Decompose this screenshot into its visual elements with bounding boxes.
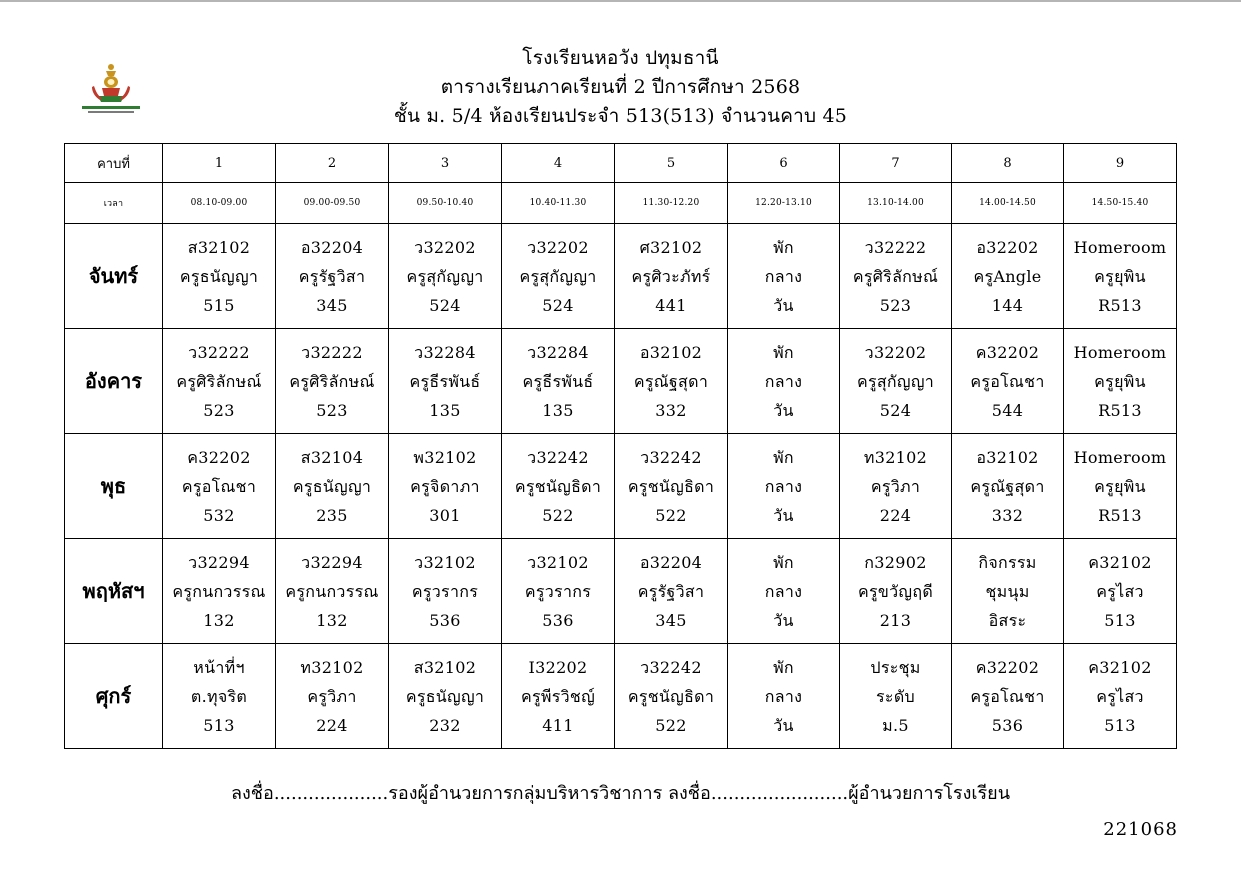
teacher-name: ครูรัฐวิสา bbox=[298, 266, 366, 286]
schedule-cell bbox=[163, 434, 276, 539]
schedule-cell bbox=[840, 644, 952, 749]
cell-content bbox=[1064, 653, 1176, 740]
room-number: 524 bbox=[879, 400, 912, 420]
top-border-line bbox=[0, 0, 1241, 2]
day-row bbox=[65, 224, 1177, 329]
schedule-cell bbox=[1064, 539, 1177, 644]
schedule-cell bbox=[502, 644, 615, 749]
teacher-name: ครูวรากร bbox=[524, 581, 592, 601]
cell-content bbox=[389, 338, 501, 425]
teacher-name: ครูศิริลักษณ์ bbox=[176, 371, 262, 391]
schedule-cell bbox=[728, 224, 840, 329]
room-number: 532 bbox=[203, 505, 235, 525]
timetable bbox=[64, 143, 1177, 749]
cell-content bbox=[163, 443, 275, 530]
teacher-name: ครูชนัญธิดา bbox=[627, 686, 715, 706]
subject-code: ค32102 bbox=[1088, 657, 1152, 677]
cell-content bbox=[840, 548, 951, 635]
room-number: 144 bbox=[991, 295, 1024, 315]
room-number: ม.5 bbox=[882, 715, 909, 735]
teacher-name: ครูธนัญญา bbox=[179, 266, 259, 286]
cell-content bbox=[1064, 548, 1176, 635]
subject-code: ว32102 bbox=[414, 552, 476, 572]
period-number: 1 bbox=[163, 144, 276, 183]
schedule-cell bbox=[728, 329, 840, 434]
schedule-cell bbox=[952, 329, 1064, 434]
room-number: 345 bbox=[655, 610, 687, 630]
teacher-name: กลาง bbox=[764, 686, 803, 706]
teacher-name: ครูพีรวิชญ์ bbox=[520, 686, 595, 706]
time-slot: 12.20-13.10 bbox=[728, 183, 840, 224]
cell-content bbox=[502, 233, 614, 320]
period-header-row bbox=[65, 144, 1177, 183]
period-number: 4 bbox=[502, 144, 615, 183]
class-info: ชั้น ม. 5/4 ห้องเรียนประจำ 513(513) จำนวนคาบ 45 bbox=[393, 105, 848, 127]
subject-code: พัก bbox=[773, 237, 794, 257]
subject-code: ส32102 bbox=[187, 237, 251, 257]
subject-code: Homeroom bbox=[1073, 237, 1167, 257]
teacher-name: ครูธนัญญา bbox=[405, 686, 485, 706]
period-number: 6 bbox=[728, 144, 840, 183]
subject-code: พัก bbox=[773, 342, 794, 362]
subject-code: ว32242 bbox=[640, 447, 702, 467]
room-number: 523 bbox=[203, 400, 235, 420]
schedule-cell bbox=[728, 434, 840, 539]
teacher-name: ครูไสว bbox=[1096, 581, 1144, 601]
subject-code: ว32284 bbox=[414, 342, 476, 362]
teacher-name: ครูอโณชา bbox=[970, 371, 1045, 391]
time-header-row bbox=[65, 183, 1177, 224]
subject-code: ท32102 bbox=[300, 657, 364, 677]
schedule-cell bbox=[276, 644, 389, 749]
schedule-cell bbox=[276, 329, 389, 434]
room-number: 536 bbox=[542, 610, 574, 630]
cell-content bbox=[1064, 233, 1176, 320]
cell-content bbox=[615, 653, 727, 740]
room-number: 513 bbox=[1104, 610, 1136, 630]
schedule-cell bbox=[502, 224, 615, 329]
teacher-name: ครูจิดาภา bbox=[410, 476, 480, 496]
day-name: อังคาร bbox=[65, 329, 163, 434]
room-number: วัน bbox=[773, 505, 794, 525]
schedule-cell bbox=[952, 434, 1064, 539]
cell-content bbox=[728, 233, 839, 320]
teacher-name: กลาง bbox=[764, 371, 803, 391]
teacher-name: ครูวิภา bbox=[307, 686, 357, 706]
teacher-name: กลาง bbox=[764, 266, 803, 286]
time-slot: 08.10-09.00 bbox=[163, 183, 276, 224]
subject-code: พัก bbox=[773, 447, 794, 467]
room-number: 515 bbox=[203, 295, 235, 315]
subject-code: ว32222 bbox=[301, 342, 363, 362]
subject-code: ศ32102 bbox=[639, 237, 703, 257]
subject-code: ว32102 bbox=[527, 552, 589, 572]
room-number: 522 bbox=[542, 505, 574, 525]
period-number: 7 bbox=[840, 144, 952, 183]
teacher-name: ครูศิริลักษณ์ bbox=[852, 266, 939, 286]
subject-code: พัก bbox=[773, 657, 794, 677]
subject-code: ส32102 bbox=[413, 657, 477, 677]
room-number: 536 bbox=[991, 715, 1024, 735]
teacher-name: ครูขวัญฤดี bbox=[857, 581, 934, 601]
subject-code: อ32204 bbox=[639, 552, 703, 572]
subject-code: ว32202 bbox=[864, 342, 927, 362]
day-name: จันทร์ bbox=[65, 224, 163, 329]
cell-content bbox=[952, 548, 1063, 635]
room-number: 524 bbox=[542, 295, 574, 315]
teacher-name: ครูกนกวรรณ bbox=[285, 581, 379, 601]
schedule-cell bbox=[952, 644, 1064, 749]
schedule-cell bbox=[840, 539, 952, 644]
time-slot: 09.50-10.40 bbox=[389, 183, 502, 224]
teacher-name: ครูสุกัญญา bbox=[856, 371, 935, 391]
day-row bbox=[65, 434, 1177, 539]
schedule-cell bbox=[502, 539, 615, 644]
cell-content bbox=[389, 233, 501, 320]
room-number: R513 bbox=[1098, 295, 1142, 315]
schedule-cell bbox=[615, 539, 728, 644]
schedule-cell bbox=[276, 539, 389, 644]
subject-code: ว32222 bbox=[864, 237, 927, 257]
room-number: 332 bbox=[991, 505, 1024, 525]
room-number: วัน bbox=[773, 295, 794, 315]
cell-content bbox=[952, 653, 1063, 740]
term-title: ตารางเรียนภาคเรียนที่ 2 ปีการศึกษา 2568 bbox=[440, 76, 801, 98]
teacher-name: ครูธนัญญา bbox=[292, 476, 372, 496]
room-number: 345 bbox=[316, 295, 348, 315]
schedule-cell bbox=[389, 644, 502, 749]
schedule-cell bbox=[276, 224, 389, 329]
cell-content bbox=[728, 548, 839, 635]
cell-content bbox=[276, 233, 388, 320]
subject-code: พ32102 bbox=[413, 447, 477, 467]
subject-code: ว32202 bbox=[527, 237, 589, 257]
room-number: วัน bbox=[773, 400, 794, 420]
cell-content bbox=[276, 443, 388, 530]
cell-content bbox=[952, 443, 1063, 530]
document-code: 221068 bbox=[1103, 819, 1178, 840]
day-row bbox=[65, 329, 1177, 434]
subject-code: ว32294 bbox=[301, 552, 363, 572]
schedule-cell bbox=[728, 644, 840, 749]
day-name: พุธ bbox=[65, 434, 163, 539]
day-name: ศุกร์ bbox=[65, 644, 163, 749]
room-number: 411 bbox=[542, 715, 574, 735]
teacher-name: ครูกนกวรรณ bbox=[172, 581, 266, 601]
subject-code: อ32102 bbox=[976, 447, 1039, 467]
time-slot: 14.50-15.40 bbox=[1064, 183, 1177, 224]
schedule-cell bbox=[840, 224, 952, 329]
room-number: วัน bbox=[773, 610, 794, 630]
cell-content bbox=[952, 233, 1063, 320]
period-number: 9 bbox=[1064, 144, 1177, 183]
schedule-cell bbox=[615, 434, 728, 539]
schedule-cell bbox=[1064, 434, 1177, 539]
subject-code: ว32284 bbox=[527, 342, 589, 362]
day-name: พฤหัสฯ bbox=[65, 539, 163, 644]
subject-code: ว32222 bbox=[188, 342, 250, 362]
teacher-name: ต.ทุจริต bbox=[190, 686, 248, 706]
cell-content bbox=[502, 653, 614, 740]
subject-code: ค32202 bbox=[187, 447, 251, 467]
schedule-cell bbox=[389, 329, 502, 434]
teacher-name: ครูชนัญธิดา bbox=[514, 476, 602, 496]
schedule-cell bbox=[163, 644, 276, 749]
cell-content bbox=[615, 338, 727, 425]
room-number: 523 bbox=[879, 295, 912, 315]
teacher-name: กลาง bbox=[764, 476, 803, 496]
room-number: R513 bbox=[1098, 400, 1142, 420]
subject-code: พัก bbox=[773, 552, 794, 572]
subject-code: ท32102 bbox=[863, 447, 928, 467]
cell-content bbox=[276, 338, 388, 425]
teacher-name: ครูชนัญธิดา bbox=[627, 476, 715, 496]
cell-content bbox=[389, 443, 501, 530]
schedule-cell bbox=[163, 329, 276, 434]
subject-code: ว32202 bbox=[414, 237, 476, 257]
teacher-name: ระดับ bbox=[876, 686, 915, 706]
schedule-cell bbox=[276, 434, 389, 539]
day-row bbox=[65, 644, 1177, 749]
cell-content bbox=[389, 548, 501, 635]
page-header bbox=[0, 44, 1241, 131]
schedule-cell bbox=[615, 329, 728, 434]
room-number: วัน bbox=[773, 715, 794, 735]
room-number: 235 bbox=[316, 505, 348, 525]
cell-content bbox=[276, 548, 388, 635]
cell-content bbox=[840, 443, 951, 530]
cell-content bbox=[276, 653, 388, 740]
schedule-cell bbox=[389, 539, 502, 644]
room-number: 536 bbox=[429, 610, 461, 630]
schedule-cell bbox=[615, 224, 728, 329]
cell-content bbox=[163, 653, 275, 740]
subject-code: กิจกรรม bbox=[978, 552, 1037, 572]
schedule-cell bbox=[163, 224, 276, 329]
cell-content bbox=[615, 443, 727, 530]
room-number: 135 bbox=[542, 400, 574, 420]
period-number: 5 bbox=[615, 144, 728, 183]
cell-content bbox=[163, 233, 275, 320]
subject-code: อ32204 bbox=[300, 237, 364, 257]
schedule-cell bbox=[840, 434, 952, 539]
schedule-cell bbox=[728, 539, 840, 644]
teacher-name: ครูAngle bbox=[973, 266, 1042, 286]
schedule-cell bbox=[952, 539, 1064, 644]
teacher-name: ครูยุพิน bbox=[1094, 371, 1146, 391]
teacher-name: ครูธีรพันธ์ bbox=[522, 371, 594, 391]
cell-content bbox=[840, 233, 951, 320]
room-number: 132 bbox=[203, 610, 235, 630]
room-number: 135 bbox=[429, 400, 461, 420]
room-number: 213 bbox=[879, 610, 912, 630]
time-slot: 09.00-09.50 bbox=[276, 183, 389, 224]
room-number: 332 bbox=[655, 400, 687, 420]
school-name: โรงเรียนหอวัง ปทุมธานี bbox=[522, 47, 719, 69]
schedule-cell bbox=[1064, 644, 1177, 749]
time-slot: 10.40-11.30 bbox=[502, 183, 615, 224]
subject-code: ค32202 bbox=[975, 342, 1040, 362]
room-number: 513 bbox=[1104, 715, 1136, 735]
schedule-cell bbox=[840, 329, 952, 434]
cell-content bbox=[163, 548, 275, 635]
subject-code: I32202 bbox=[528, 657, 588, 677]
subject-code: ว32242 bbox=[640, 657, 702, 677]
time-slot: 13.10-14.00 bbox=[840, 183, 952, 224]
subject-code: Homeroom bbox=[1073, 342, 1167, 362]
cell-content bbox=[1064, 338, 1176, 425]
teacher-name: ครูสุกัญญา bbox=[406, 266, 484, 286]
cell-content bbox=[840, 653, 951, 740]
day-row bbox=[65, 539, 1177, 644]
teacher-name: ครูศิวะภัทร์ bbox=[631, 266, 711, 286]
room-number: 544 bbox=[991, 400, 1024, 420]
room-number: 132 bbox=[316, 610, 348, 630]
cell-content bbox=[615, 548, 727, 635]
subject-code: ประชุม bbox=[870, 657, 921, 677]
period-label: คาบที่ bbox=[65, 144, 163, 183]
teacher-name: ครูสุกัญญา bbox=[519, 266, 597, 286]
schedule-cell bbox=[1064, 224, 1177, 329]
teacher-name: ครูศิริลักษณ์ bbox=[289, 371, 375, 391]
period-number: 2 bbox=[276, 144, 389, 183]
teacher-name: ชุมนุม bbox=[985, 581, 1030, 601]
cell-content bbox=[1064, 443, 1176, 530]
cell-content bbox=[502, 548, 614, 635]
schedule-cell bbox=[502, 329, 615, 434]
schedule-cell bbox=[389, 224, 502, 329]
teacher-name: ครูวิภา bbox=[870, 476, 921, 496]
room-number: 441 bbox=[655, 295, 687, 315]
schedule-cell bbox=[389, 434, 502, 539]
schedule-cell bbox=[615, 644, 728, 749]
time-label: เวลา bbox=[65, 183, 163, 224]
teacher-name: ครูณัฐสุดา bbox=[633, 371, 709, 391]
room-number: 522 bbox=[655, 715, 687, 735]
room-number: 301 bbox=[429, 505, 461, 525]
teacher-name: ครูณัฐสุดา bbox=[970, 476, 1045, 496]
room-number: อิสระ bbox=[988, 610, 1027, 630]
period-number: 3 bbox=[389, 144, 502, 183]
time-slot: 11.30-12.20 bbox=[615, 183, 728, 224]
subject-code: ค32202 bbox=[975, 657, 1040, 677]
room-number: 522 bbox=[655, 505, 687, 525]
subject-code: อ32102 bbox=[639, 342, 703, 362]
subject-code: Homeroom bbox=[1073, 447, 1167, 467]
cell-content bbox=[615, 233, 727, 320]
teacher-name: ครูวรากร bbox=[411, 581, 479, 601]
period-number: 8 bbox=[952, 144, 1064, 183]
cell-content bbox=[952, 338, 1063, 425]
subject-code: อ32202 bbox=[976, 237, 1039, 257]
teacher-name: ครูอโณชา bbox=[181, 476, 257, 496]
teacher-name: ครูไสว bbox=[1096, 686, 1144, 706]
schedule-cell bbox=[1064, 329, 1177, 434]
teacher-name: ครูยุพิน bbox=[1094, 476, 1146, 496]
room-number: 224 bbox=[879, 505, 912, 525]
signature-line: ลงชื่อ....................รองผู้อำนวยการกลุ่มบริหารวิชาการ ลงชื่อ........................ผู้อำนวยการโรงเรียน bbox=[230, 783, 1011, 804]
subject-code: ค32102 bbox=[1088, 552, 1152, 572]
cell-content bbox=[502, 443, 614, 530]
teacher-name: ครูอโณชา bbox=[970, 686, 1045, 706]
cell-content bbox=[502, 338, 614, 425]
room-number: 232 bbox=[429, 715, 461, 735]
schedule-cell bbox=[502, 434, 615, 539]
time-slot: 14.00-14.50 bbox=[952, 183, 1064, 224]
room-number: 513 bbox=[203, 715, 235, 735]
subject-code: หน้าที่ฯ bbox=[193, 657, 245, 677]
room-number: 524 bbox=[429, 295, 461, 315]
cell-content bbox=[840, 338, 951, 425]
cell-content bbox=[163, 338, 275, 425]
subject-code: ก32902 bbox=[864, 552, 927, 572]
schedule-cell bbox=[163, 539, 276, 644]
teacher-name: กลาง bbox=[764, 581, 803, 601]
schedule-cell bbox=[952, 224, 1064, 329]
cell-content bbox=[728, 653, 839, 740]
subject-code: ว32242 bbox=[527, 447, 589, 467]
cell-content bbox=[728, 443, 839, 530]
teacher-name: ครูยุพิน bbox=[1094, 266, 1146, 286]
room-number: 224 bbox=[316, 715, 348, 735]
room-number: 523 bbox=[316, 400, 348, 420]
teacher-name: ครูรัฐวิสา bbox=[637, 581, 705, 601]
room-number: R513 bbox=[1098, 505, 1142, 525]
subject-code: ว32294 bbox=[188, 552, 250, 572]
cell-content bbox=[728, 338, 839, 425]
subject-code: ส32104 bbox=[300, 447, 364, 467]
cell-content bbox=[389, 653, 501, 740]
teacher-name: ครูธีรพันธ์ bbox=[409, 371, 481, 391]
